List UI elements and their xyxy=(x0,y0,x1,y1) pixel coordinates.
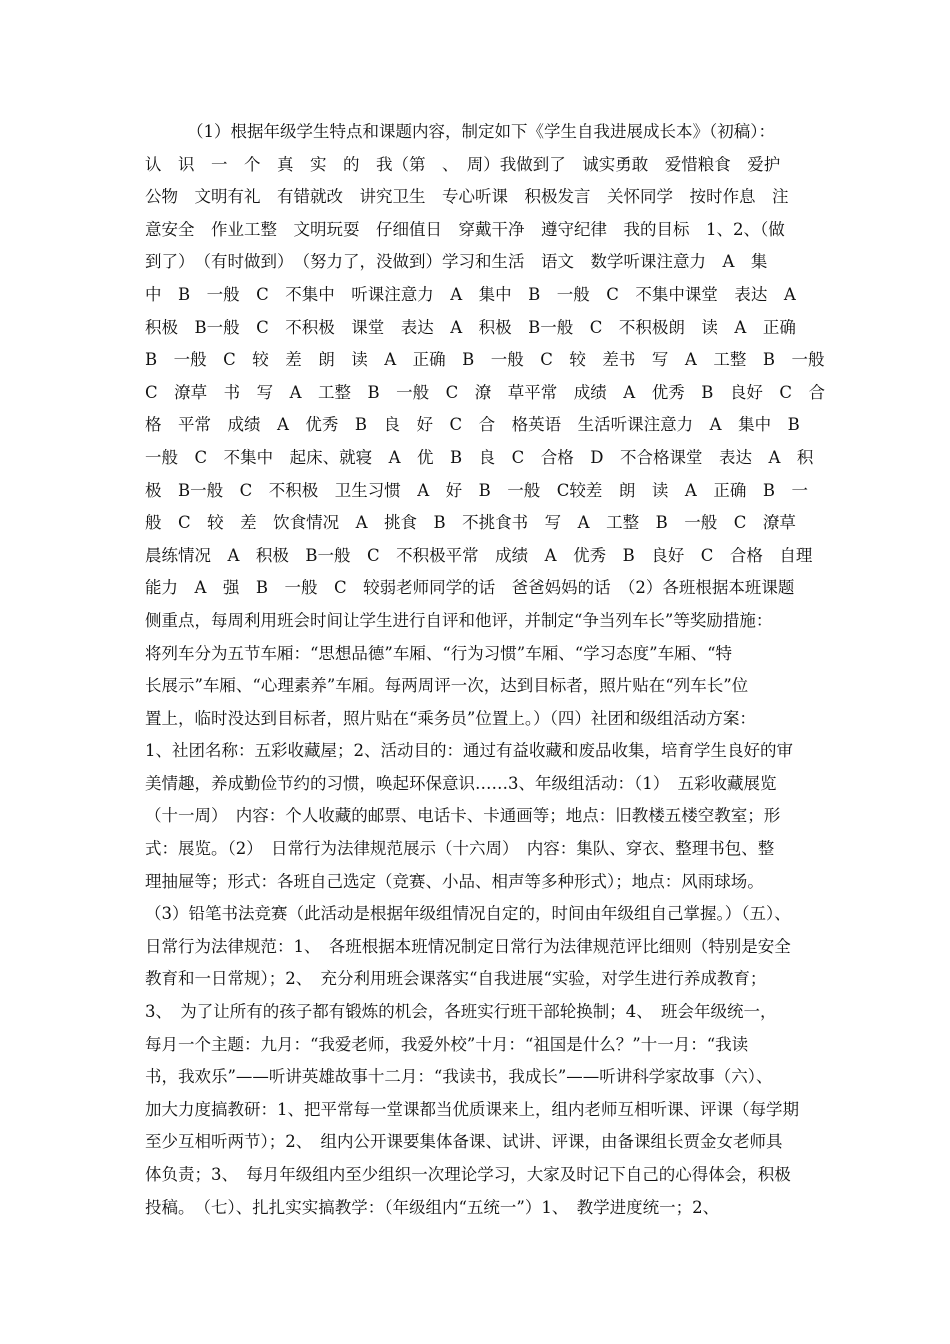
text-line: 到了） （有时做到） （努力了，没做到）学习和生活 语文 数学听课注意力 A 集 xyxy=(145,252,768,272)
text-line: 侧重点，每周利用班会时间让学生进行自评和他评，并制定“争当列车长”等奖励措施： xyxy=(145,610,773,630)
text-line: 意安全 作业工整 文明玩耍 仔细值日 穿戴干净 遵守纪律 我的目标 1、2、（做 xyxy=(145,219,785,239)
text-line: 中 B 一般 C 不集中 听课注意力 A 集中 B 一般 C 不集中课堂 表达 A xyxy=(145,284,796,304)
text-line: 公物 文明有礼 有错就改 讲究卫生 专心听课 积极发言 关怀同学 按时作息 注 xyxy=(145,187,789,207)
text-line: 置上，临时没达到目标者，照片贴在“乘务员”位置上。）（四）社团和级组活动方案： xyxy=(145,708,756,728)
text-line: （1）根据年级学生特点和课题内容，制定如下《学生自我进展成长本》（初稿）： xyxy=(145,122,775,141)
text-line: 晨练情况 A 积极 B一般 C 不积极平常 成绩 A 优秀 B 良好 C 合格 自理 xyxy=(145,545,813,565)
text-line: 体负责；3、 每月年级组内至少组织一次理论学习，大家及时记下自己的心得体会，积极 xyxy=(145,1165,791,1184)
text-line: 加大力度搞教研：1、把平常每一堂课都当优质课来上，组内老师互相听课、评课（每学期 xyxy=(145,1099,799,1119)
text-line: 积极 B一般 C 不积极 课堂 表达 A 积极 B一般 C 不积极朗 读 A 正确 xyxy=(145,317,796,337)
text-line: 至少互相听两节）；2、 组内公开课要集体备课、试讲、评课，由备课组长贾金女老师具 xyxy=(145,1132,783,1152)
text-line: 投稿。 （七）、扎扎实实搞教学：（年级组内“五统一”）1、 教学进度统一；2、 xyxy=(145,1197,720,1217)
body-text xyxy=(145,116,825,1224)
text-line: 认 识 一 个 真 实 的 我（第 、 周）我做到了 诚实勇敢 爱惜粮食 爱护 xyxy=(145,154,781,174)
text-line: C 潦草 书 写 A 工整 B 一般 C 潦 草平常 成绩 A 优秀 B 良好 C 合 xyxy=(145,382,825,402)
text-line: 格 平常 成绩 A 优秀 B 良 好 C 合 格英语 生活听课注意力 A 集中 B xyxy=(145,415,800,435)
text-line: 般 C 较 差 饮食情况 A 挑食 B 不挑食书 写 A 工整 B 一般 C 潦草 xyxy=(145,513,796,533)
text-line: 一般 C 不集中 起床、就寝 A 优 B 良 C 合格 D 不合格课堂 表达 A 积 xyxy=(145,447,814,467)
text-line: （3）铅笔书法竞赛（此活动是根据年级组情况自定的，时间由年级组自己掌握。）（五）、 xyxy=(145,904,791,924)
text-line: 式：展览。（2） 日常行为法律规范展示（十六周） 内容：集队、穿衣、整理书包、整 xyxy=(145,839,775,859)
text-line: 极 B一般 C 不积极 卫生习惯 A 好 B 一般 C较差 朗 读 A 正确 B 一 xyxy=(145,480,808,500)
text-line: 日常行为法律规范：1、 各班根据本班情况制定日常行为法律规范评比细则（特别是安全 xyxy=(145,936,791,956)
text-line: 书，我欢乐”——听讲英雄故事十二月：“我读书，我成长”——听讲科学家故事（六）、 xyxy=(145,1067,773,1087)
text-line: 3、 为了让所有的孩子都有锻炼的机会，各班实行班干部轮换制；4、 班会年级统一， xyxy=(145,1002,777,1022)
text-line: 长展示”车厢、“心理素养”车厢。每两周评一次，达到目标者，照片贴在“列车长”位 xyxy=(145,676,749,696)
text-line: 能力 A 强 B 一般 C 较弱老师同学的话 爸爸妈妈的话 （2）各班根据本班课题 xyxy=(145,578,795,598)
text-line: 教育和一日常规）；2、 充分利用班会课落实“自我进展“实验，对学生进行养成教育； xyxy=(145,969,767,989)
text-line: 每月一个主题：九月：“我爱老师，我爱外校”十月：“祖国是什么？”十一月：“我读 xyxy=(145,1034,749,1054)
text-line: 1、社团名称：五彩收藏屋；2、活动目的：通过有益收藏和废品收集，培育学生良好的审 xyxy=(145,741,793,761)
text-line: 理抽屉等；形式：各班自己选定（竞赛、小品、相声等多种形式）；地点：风雨球场。 xyxy=(145,871,764,891)
text-line: 美情趣，养成勤俭节约的习惯，唤起环保意识……3、年级组活动：（1） 五彩收藏展览 xyxy=(145,773,777,793)
text-line: B 一般 C 较 差 朗 读 A 正确 B 一般 C 较 差书 写 A 工整 B 一般 xyxy=(145,350,825,370)
text-line: （十一周） 内容：个人收藏的邮票、电话卡、卡通画等；地点：旧教楼五楼空教室；形 xyxy=(145,806,781,826)
text-line: 将列车分为五节车厢：“思想品德”车厢、“行为习惯”车厢、“学习态度”车厢、“特 xyxy=(145,643,733,663)
